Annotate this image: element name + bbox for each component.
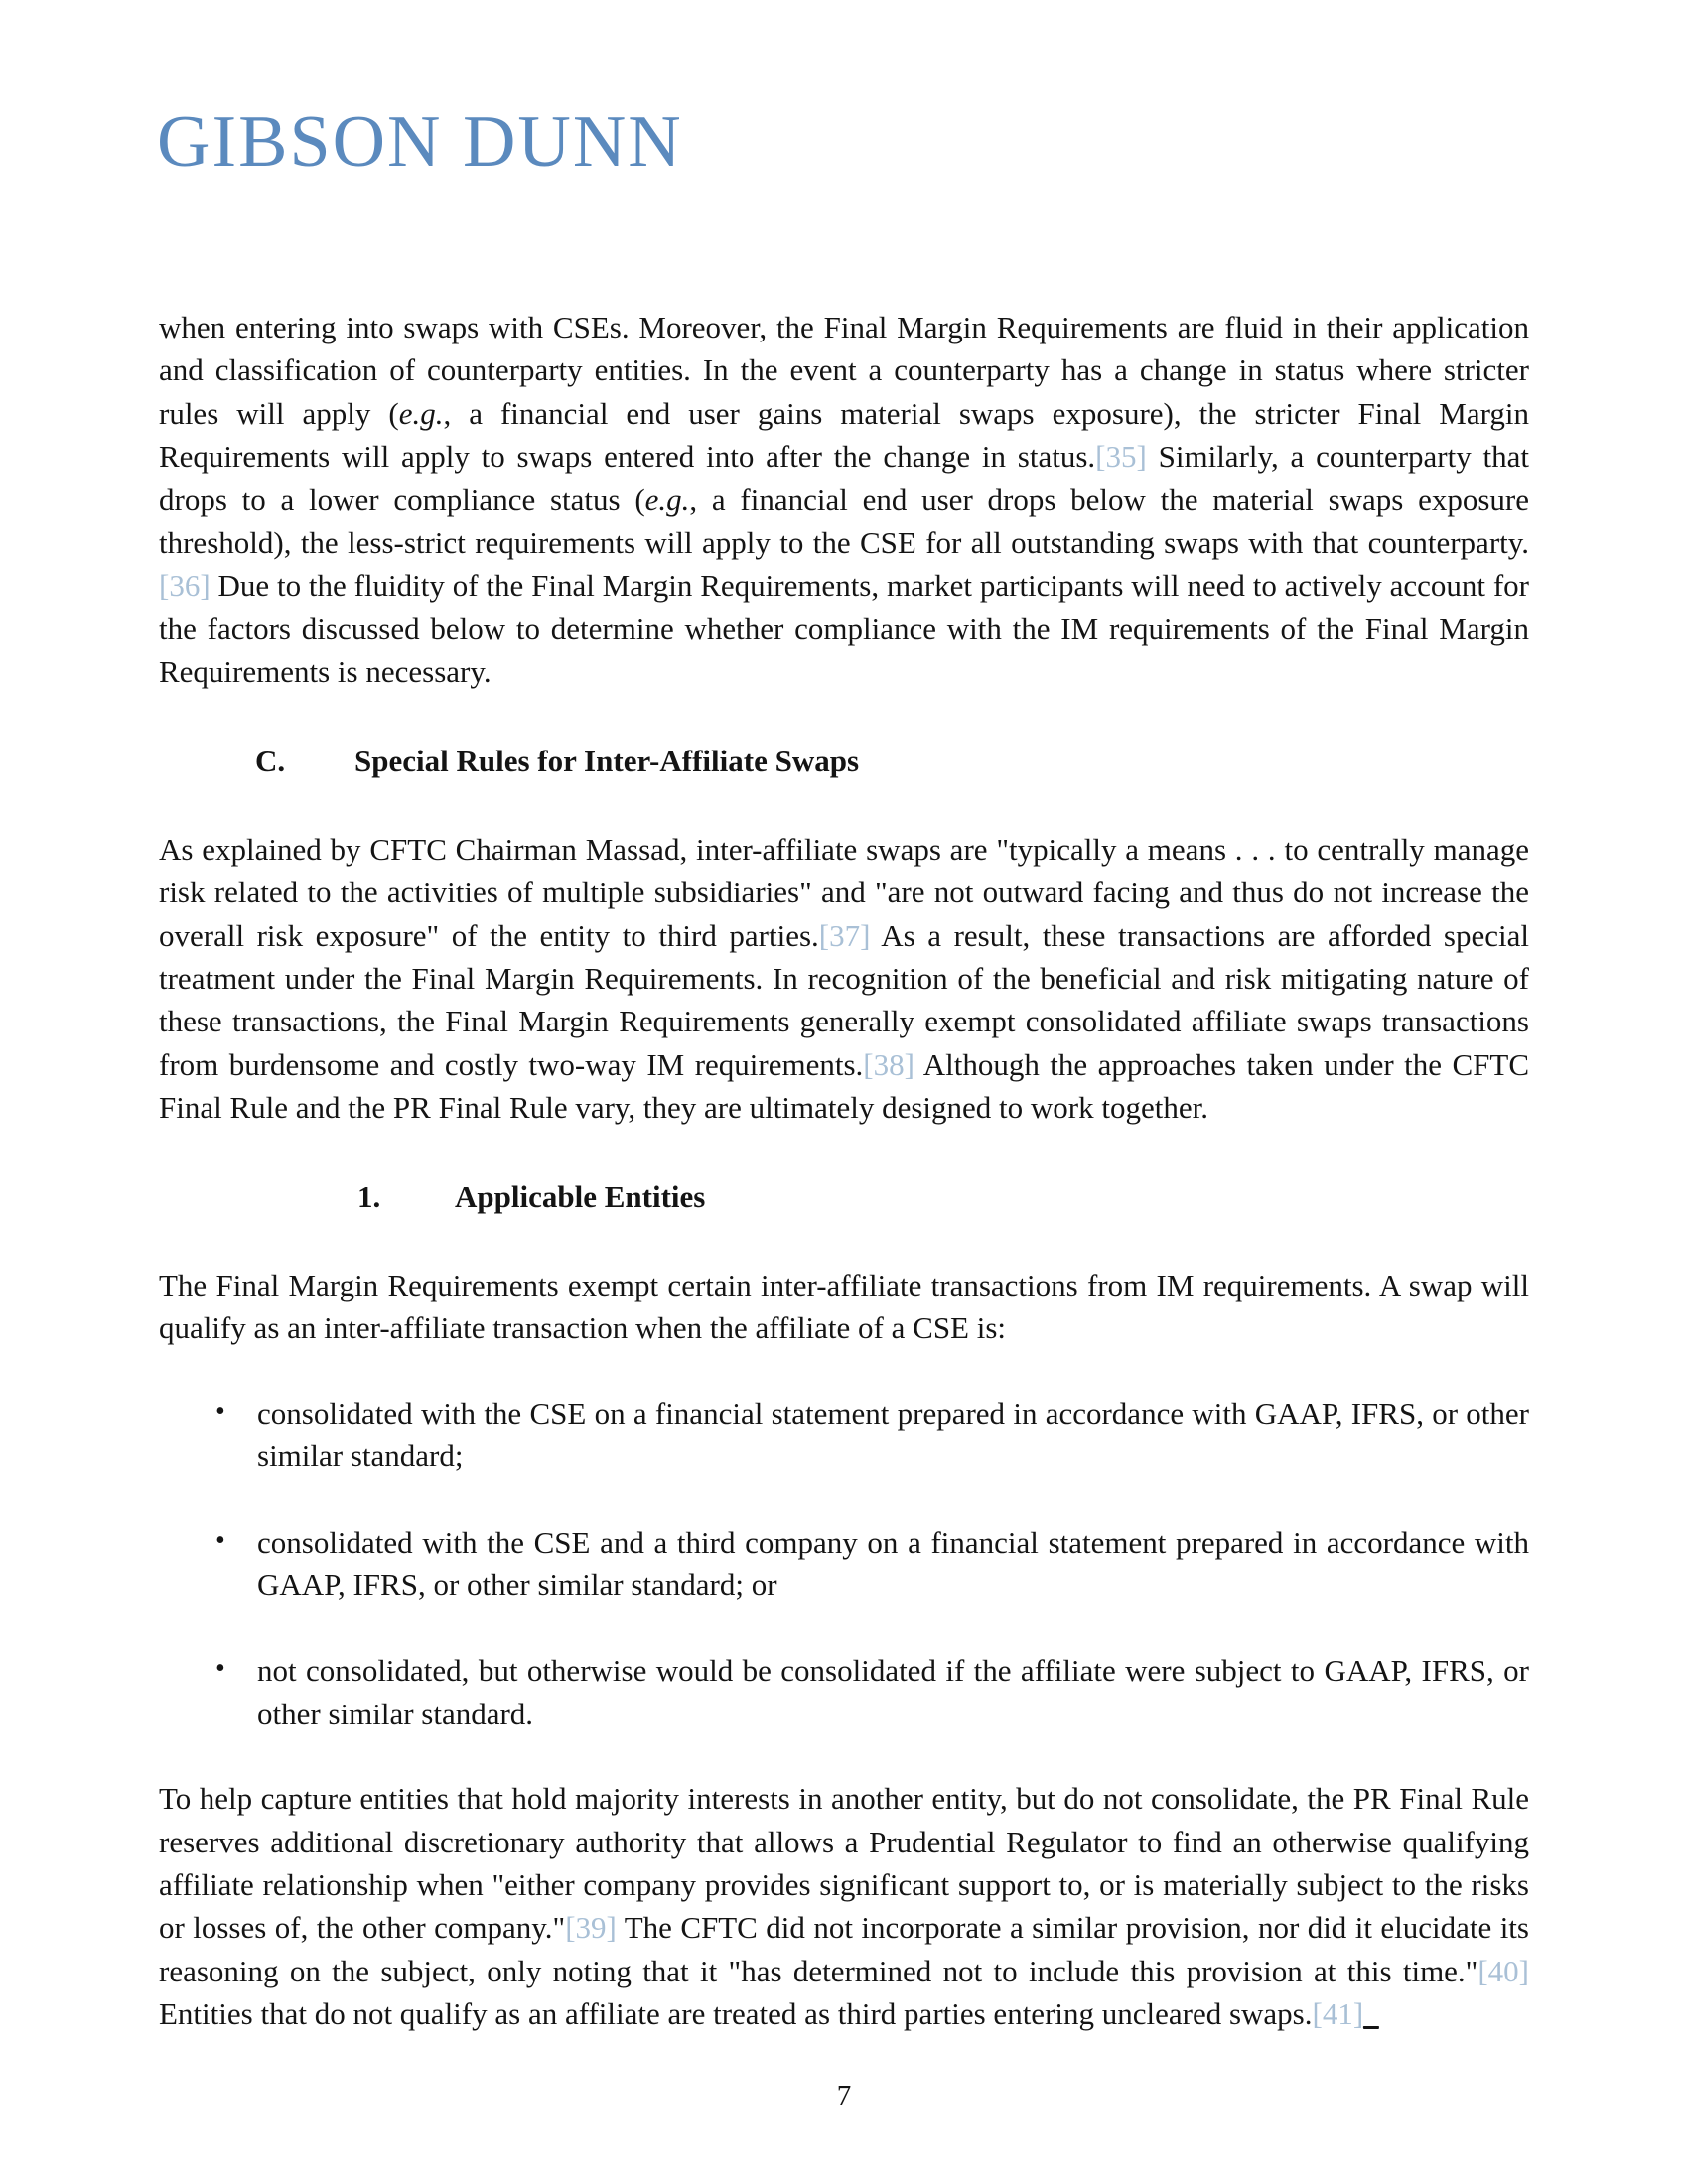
bullet-icon: • bbox=[215, 1653, 225, 1685]
bullet-icon: • bbox=[215, 1524, 225, 1556]
footnote-ref[interactable]: [40] bbox=[1477, 1953, 1529, 1988]
paragraph bbox=[159, 1777, 1529, 2035]
text-run: Although the approaches taken under the CFTC Final Rule and the PR Final Rule vary, they are ultimately designed to work together. bbox=[159, 1046, 1529, 1126]
subsection-label: 1. bbox=[357, 1178, 381, 1214]
section-title: Special Rules for Inter-Affiliate Swaps bbox=[354, 743, 860, 778]
list-item bbox=[159, 1521, 1529, 1607]
text-run: e.g. bbox=[398, 395, 444, 431]
bullet-icon: • bbox=[215, 1395, 225, 1427]
subsection-title: Applicable Entities bbox=[455, 1178, 706, 1214]
text-run: The CFTC did not incorporate a similar provision, nor did it elucidate its reasoning on the subject, only noting that it "has determined not to include this provision at this time." bbox=[159, 1910, 1529, 1988]
paragraph bbox=[159, 828, 1529, 1130]
text-run: Due to the fluidity of the Final Margin Requirements, market participants will need to actively account for the factors discussed below to determine whether compliance with the IM requirements of the Final Margin Requirements is necessary. bbox=[159, 568, 1529, 690]
footnote-ref[interactable]: [39] bbox=[565, 1910, 617, 1946]
text-run: when entering into swaps with CSEs. Moreover, the Final Margin Requirements are fluid in their application and classification of counterparty entities. In the event a counterparty has a change in status where stricter rules will apply ( bbox=[159, 310, 1529, 431]
paragraph: The Final Margin Requirements exempt certain inter-affiliate transactions from IM requirements. A swap will qualify as an inter-affiliate transaction when the affiliate of a CSE is: bbox=[159, 1268, 1529, 1346]
page-number: 7 bbox=[836, 2080, 852, 2112]
footnote-ref[interactable]: [35] bbox=[1095, 439, 1147, 475]
section-heading-c bbox=[159, 740, 1529, 782]
text-run: To help capture entities that hold majority interests in another entity, but do not consolidate, the PR Final Rule reserves additional discretionary authority that allows a Prudential Regulator to find an otherwise qualifying affiliate relationship when "either company provides significant support to, or is materially subject to the risks or losses of, the other company." bbox=[159, 1781, 1529, 1946]
text-run: , a financial end user gains material swaps exposure), the stricter Final Margin Requirements will apply to swaps entered into after the change in status. bbox=[159, 395, 1529, 475]
document-body bbox=[0, 306, 1688, 2036]
text-run: Entities that do not qualify as an affiliate are treated as third parties entering uncleared swaps. bbox=[159, 1996, 1313, 2032]
footnote-ref[interactable]: [37] bbox=[818, 917, 871, 953]
paragraph bbox=[159, 306, 1529, 694]
text-run: e.g. bbox=[644, 481, 690, 517]
bullet-text: not consolidated, but otherwise would be consolidated if the affiliate were subject to GAAP, IFRS, or other similar standard. bbox=[257, 1653, 1529, 1731]
section-label: C. bbox=[255, 743, 286, 778]
footnote-ref[interactable]: [41] bbox=[1312, 1996, 1364, 2032]
gibson-dunn-logo: GIBSON DUNN bbox=[157, 101, 683, 183]
subsection-heading-1 bbox=[159, 1175, 1529, 1218]
text-run: Similarly, a counterparty that drops to a lower compliance status ( bbox=[159, 439, 1529, 517]
list-item bbox=[159, 1649, 1529, 1735]
bullet-text: consolidated with the CSE and a third company on a financial statement prepared in accordance with GAAP, IFRS, or other similar standard; or bbox=[257, 1524, 1529, 1602]
text-run: As explained by CFTC Chairman Massad, inter-affiliate swaps are "typically a means . . . to centrally manage risk related to the activities of multiple subsidiaries" and "are not outward facing and thus do not increase the overall risk exposure" of the entity to third parties. bbox=[159, 831, 1529, 953]
footnote-ref[interactable]: [38] bbox=[863, 1046, 914, 1082]
footnote-ref[interactable]: [36] bbox=[159, 568, 211, 604]
bullet-text: consolidated with the CSE on a financial statement prepared in accordance with GAAP, IFRS, or other similar standard; bbox=[257, 1395, 1529, 1474]
text-run: , a financial end user drops below the material swaps exposure threshold), the less-strict requirements will apply to the CSE for all outstanding swaps with that counterparty. bbox=[159, 481, 1530, 560]
bullet-list bbox=[159, 1392, 1529, 1735]
text-run: As a result, these transactions are afforded special treatment under the Final Margin Requirements. In recognition of the beneficial and risk mitigating nature of these transactions, the Final Margin Requirements generally exempt consolidated affiliate swaps transactions from burdensome and costly two-way IM requirements. bbox=[159, 917, 1529, 1082]
text-run: _ bbox=[1363, 1996, 1379, 2032]
list-item bbox=[159, 1392, 1529, 1478]
